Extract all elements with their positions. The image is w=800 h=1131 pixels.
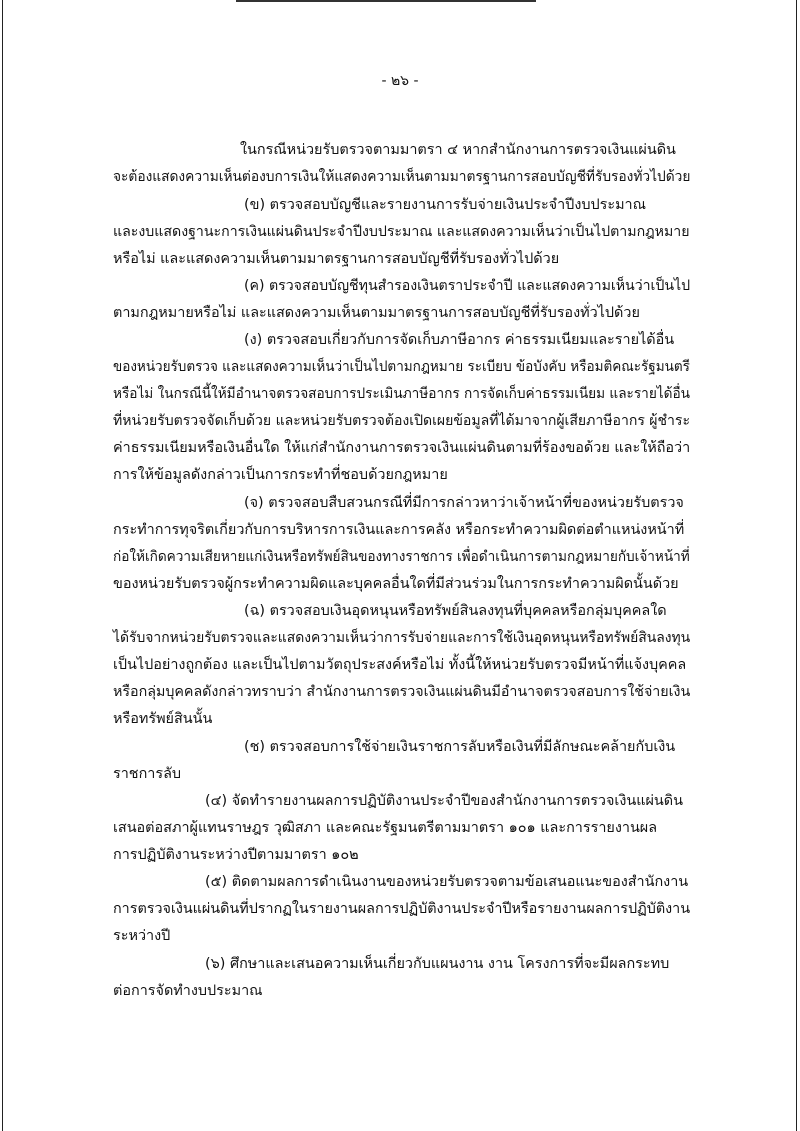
body-line: ที่หน่วยรับตรวจจัดเก็บด้วย และหน่วยรับตรวจต้องเปิดเผยข้อมูลที่ได้มาจากผู้เสียภาษีอากร ผู้ชำระ	[113, 413, 691, 429]
body-line: หรือไม่ และแสดงความเห็นตามมาตรฐานการสอบบัญชีที่รับรองทั่วไปด้วย	[113, 251, 560, 267]
body-line: (ฉ) ตรวจสอบเงินอุดหนุนหรือทรัพย์สินลงทุนที่บุคคลหรือกลุ่มบุคคลใด	[244, 603, 667, 619]
page-border-left	[2, 0, 3, 1131]
body-line: (ค) ตรวจสอบบัญชีทุนสำรองเงินตราประจำปี และแสดงความเห็นว่าเป็นไป	[244, 278, 691, 294]
body-line: ก่อให้เกิดความเสียหายแก่เงินหรือทรัพย์สินของทางราชการ เพื่อดำเนินการตามกฎหมายกับเจ้าหน้าที่	[113, 549, 690, 565]
page-number: - ๒๖ -	[381, 73, 419, 89]
body-line: หรือทรัพย์สินนั้น	[113, 711, 213, 727]
body-line: ของหน่วยรับตรวจผู้กระทำความผิดและบุคคลอื่นใดที่มีส่วนร่วมในการกระทำความผิดนั้นด้วย	[113, 576, 679, 592]
body-line: การปฏิบัติงานระหว่างปีตามมาตรา ๑๐๒	[113, 847, 359, 863]
body-line: การตรวจเงินแผ่นดินที่ปรากฏในรายงานผลการปฏิบัติงานประจำปีหรือรายงานผลการปฏิบัติงาน	[113, 901, 691, 917]
body-line: (ข) ตรวจสอบบัญชีและรายงานการรับจ่ายเงินประจำปีงบประมาณ	[244, 197, 646, 213]
body-line: (ช) ตรวจสอบการใช้จ่ายเงินราชการลับหรือเงินที่มีลักษณะคล้ายกับเงิน	[244, 739, 676, 755]
body-line: ได้รับจากหน่วยรับตรวจและแสดงความเห็นว่าการรับจ่ายและการใช้เงินอุดหนุนหรือทรัพย์สินลงทุน	[113, 630, 691, 646]
body-line: เป็นไปอย่างถูกต้อง และเป็นไปตามวัตถุประสงค์หรือไม่ ทั้งนี้ให้หน่วยรับตรวจมีหน้าที่แจ้งบุคคล	[113, 657, 687, 673]
body-line: ในกรณีหน่วยรับตรวจตามมาตรา ๔ หากสำนักงานการตรวจเงินแผ่นดิน	[240, 142, 676, 158]
body-line: จะต้องแสดงความเห็นต่องบการเงินให้แสดงความเห็นตามมาตรฐานการสอบบัญชีที่รับรองทั่วไปด้วย	[113, 169, 691, 185]
body-line: หรือกลุ่มบุคคลดังกล่าวทราบว่า สำนักงานการตรวจเงินแผ่นดินมีอำนาจตรวจสอบการใช้จ่ายเงิน	[113, 684, 691, 700]
body-line: และงบแสดงฐานะการเงินแผ่นดินประจำปีงบประมาณ และแสดงความเห็นว่าเป็นไปตามกฎหมาย	[113, 224, 690, 240]
body-line: (ง) ตรวจสอบเกี่ยวกับการจัดเก็บภาษีอากร ค่าธรรมเนียมและรายได้อื่น	[244, 332, 675, 348]
body-line: ราชการลับ	[113, 766, 182, 782]
page-border-right	[796, 0, 797, 1131]
body-line: ของหน่วยรับตรวจ และแสดงความเห็นว่าเป็นไปตามกฎหมาย ระเบียบ ข้อบังคับ หรือมติคณะรัฐมนตรี	[113, 359, 690, 375]
body-line: (๔) จัดทำรายงานผลการปฏิบัติงานประจำปีของสำนักงานการตรวจเงินแผ่นดิน	[205, 793, 683, 809]
body-line: (จ) ตรวจสอบสืบสวนกรณีที่มีการกล่าวหาว่าเจ้าหน้าที่ของหน่วยรับตรวจ	[244, 495, 684, 511]
body-line: เสนอต่อสภาผู้แทนราษฎร วุฒิสภา และคณะรัฐมนตรีตามมาตรา ๑๐๑ และการรายงานผล	[113, 820, 658, 836]
body-line: ระหว่างปี	[113, 928, 171, 944]
body-line: ค่าธรรมเนียมหรือเงินอื่นใด ให้แก่สำนักงานการตรวจเงินแผ่นดินตามที่ร้องขอด้วย และให้ถือว่า	[113, 440, 691, 456]
body-line: การให้ข้อมูลดังกล่าวเป็นการกระทำที่ชอบด้วยกฎหมาย	[113, 467, 448, 483]
body-line: (๖) ศึกษาและเสนอความเห็นเกี่ยวกับแผนงาน งาน โครงการที่จะมีผลกระทบ	[205, 956, 670, 972]
page-top-rule	[236, 0, 536, 2]
body-line: หรือไม่ ในกรณีนี้ให้มีอำนาจตรวจสอบการประเมินภาษีอากร การจัดเก็บค่าธรรมเนียม และรายได้อื่น	[113, 386, 690, 402]
body-line: ต่อการจัดทำงบประมาณ	[113, 983, 263, 999]
body-line: กระทำการทุจริตเกี่ยวกับการบริหารการเงินและการคลัง หรือกระทำความผิดต่อตำแหน่งหน้าที่	[113, 522, 685, 538]
body-line: ตามกฎหมายหรือไม่ และแสดงความเห็นตามมาตรฐานการสอบบัญชีที่รับรองทั่วไปด้วย	[113, 305, 640, 321]
body-line: (๕) ติดตามผลการดำเนินงานของหน่วยรับตรวจตามข้อเสนอแนะของสำนักงาน	[205, 874, 689, 890]
